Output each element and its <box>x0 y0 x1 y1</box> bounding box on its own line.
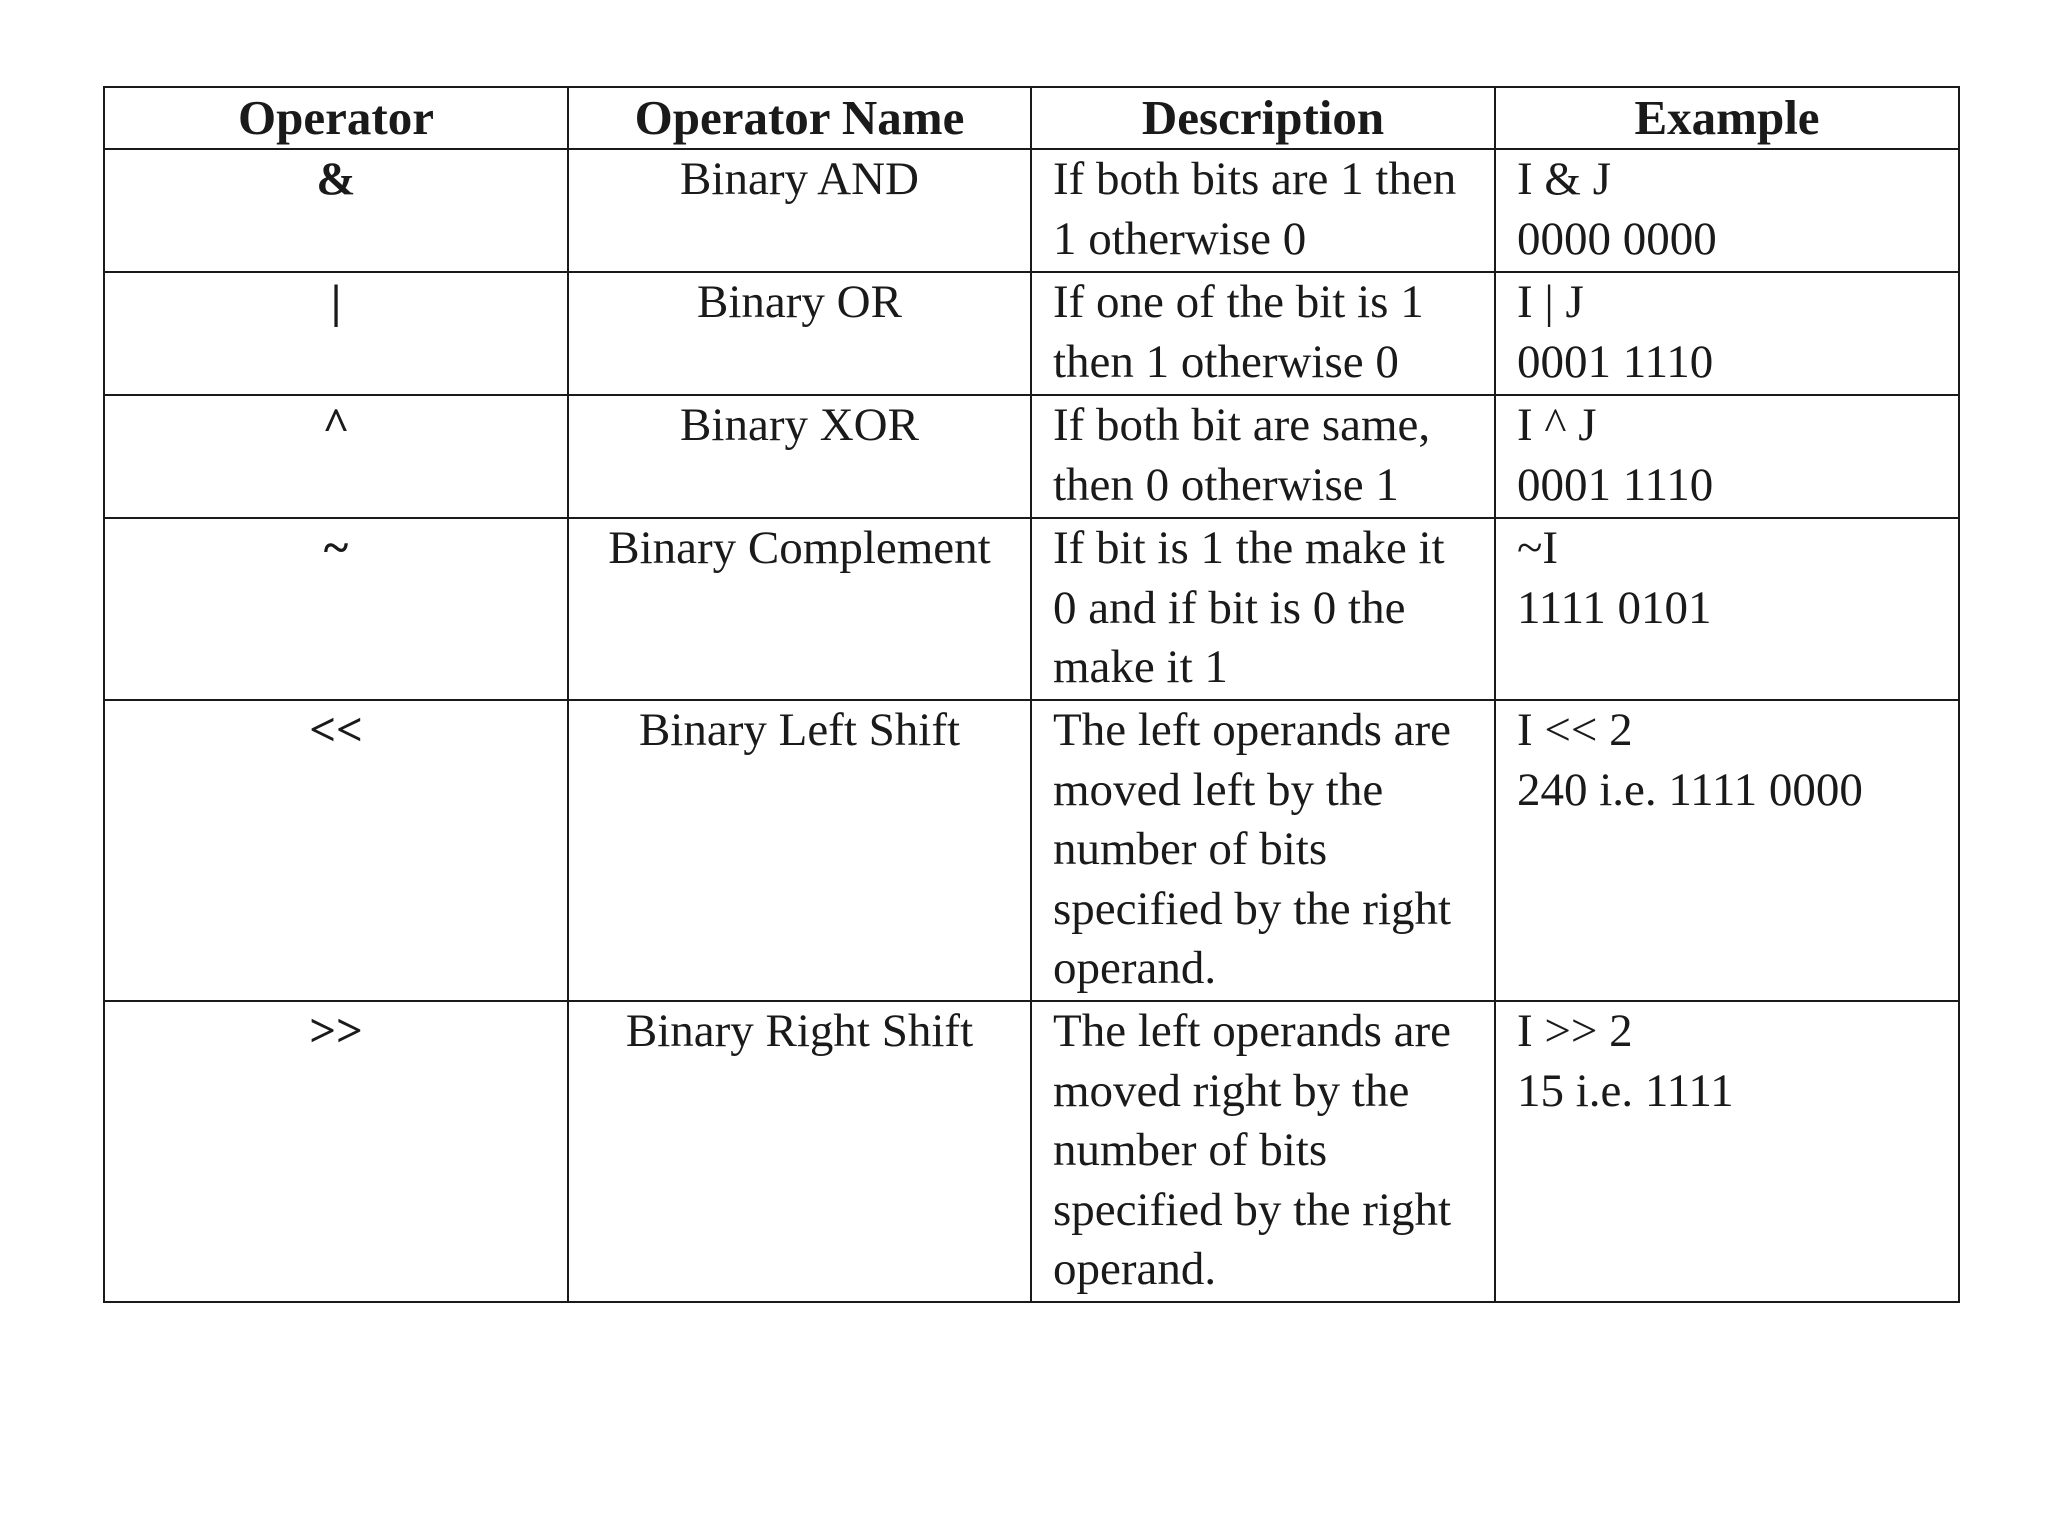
description-cell <box>1031 700 1495 1001</box>
description-line: operand. <box>1053 1243 1217 1295</box>
example-cell <box>1495 149 1959 272</box>
description-line: If bit is 1 the make it <box>1053 522 1445 574</box>
operator-name-cell: Binary Right Shift <box>568 1001 1031 1302</box>
description-line: number of bits <box>1053 1124 1328 1176</box>
description-line: If both bit are same, <box>1053 399 1431 451</box>
example-expression: I << 2 <box>1517 704 1633 756</box>
operator-name-cell: Binary AND <box>568 149 1031 272</box>
operator-name-cell: Binary XOR <box>568 395 1031 518</box>
operator-name-cell: Binary OR <box>568 272 1031 395</box>
description-cell <box>1031 272 1495 395</box>
example-result: 0001 1110 <box>1517 458 1714 511</box>
description-line: operand. <box>1053 942 1217 994</box>
table-row-or <box>104 272 1959 395</box>
operator-cell: & <box>104 149 568 272</box>
example-expression: I >> 2 <box>1517 1005 1633 1057</box>
header-description: Description <box>1031 87 1495 149</box>
operator-name-cell: Binary Complement <box>568 518 1031 700</box>
description-line: specified by the right <box>1053 882 1452 935</box>
example-cell <box>1495 1001 1959 1302</box>
description-line: If both bits are 1 then <box>1053 153 1457 205</box>
header-row <box>104 87 1959 149</box>
description-line: The left operands are <box>1053 704 1451 756</box>
description-line: specified by the right <box>1053 1183 1452 1236</box>
description-line: If one of the bit is 1 <box>1053 276 1424 328</box>
example-result: 15 i.e. 1111 <box>1517 1064 1734 1117</box>
description-line: then 1 otherwise 0 <box>1053 335 1399 388</box>
example-result: 0000 0000 <box>1517 212 1717 265</box>
example-cell <box>1495 395 1959 518</box>
example-result: 240 i.e. 1111 0000 <box>1517 763 1863 816</box>
header-example: Example <box>1495 87 1959 149</box>
example-expression: I ^ J <box>1517 399 1597 451</box>
example-result: 0001 1110 <box>1517 335 1714 388</box>
description-line: moved left by the <box>1053 763 1384 816</box>
example-cell <box>1495 272 1959 395</box>
example-cell <box>1495 700 1959 1001</box>
description-line: The left operands are <box>1053 1005 1451 1057</box>
table-row-and <box>104 149 1959 272</box>
header-operator: Operator <box>104 87 568 149</box>
table-row-right-shift <box>104 1001 1959 1302</box>
table-row-complement <box>104 518 1959 700</box>
description-line: 0 and if bit is 0 the <box>1053 581 1406 634</box>
operator-cell: >> <box>104 1001 568 1302</box>
operators-table <box>103 86 1960 1303</box>
description-line: number of bits <box>1053 823 1328 875</box>
example-expression: I & J <box>1517 153 1611 205</box>
example-result: 1111 0101 <box>1517 581 1712 634</box>
description-cell <box>1031 149 1495 272</box>
header-operator-name: Operator Name <box>568 87 1031 149</box>
operator-cell: << <box>104 700 568 1001</box>
operator-cell: ^ <box>104 395 568 518</box>
operator-cell: | <box>104 272 568 395</box>
example-cell <box>1495 518 1959 700</box>
description-line: moved right by the <box>1053 1064 1410 1117</box>
operator-cell: ~ <box>104 518 568 700</box>
table-row-left-shift <box>104 700 1959 1001</box>
description-cell <box>1031 518 1495 700</box>
description-line: 1 otherwise 0 <box>1053 212 1307 265</box>
operator-name-cell: Binary Left Shift <box>568 700 1031 1001</box>
table-row-xor <box>104 395 1959 518</box>
description-line: make it 1 <box>1053 641 1228 693</box>
example-expression: I | J <box>1517 276 1584 328</box>
example-expression: ~I <box>1517 522 1559 574</box>
description-cell <box>1031 395 1495 518</box>
description-cell <box>1031 1001 1495 1302</box>
description-line: then 0 otherwise 1 <box>1053 458 1399 511</box>
